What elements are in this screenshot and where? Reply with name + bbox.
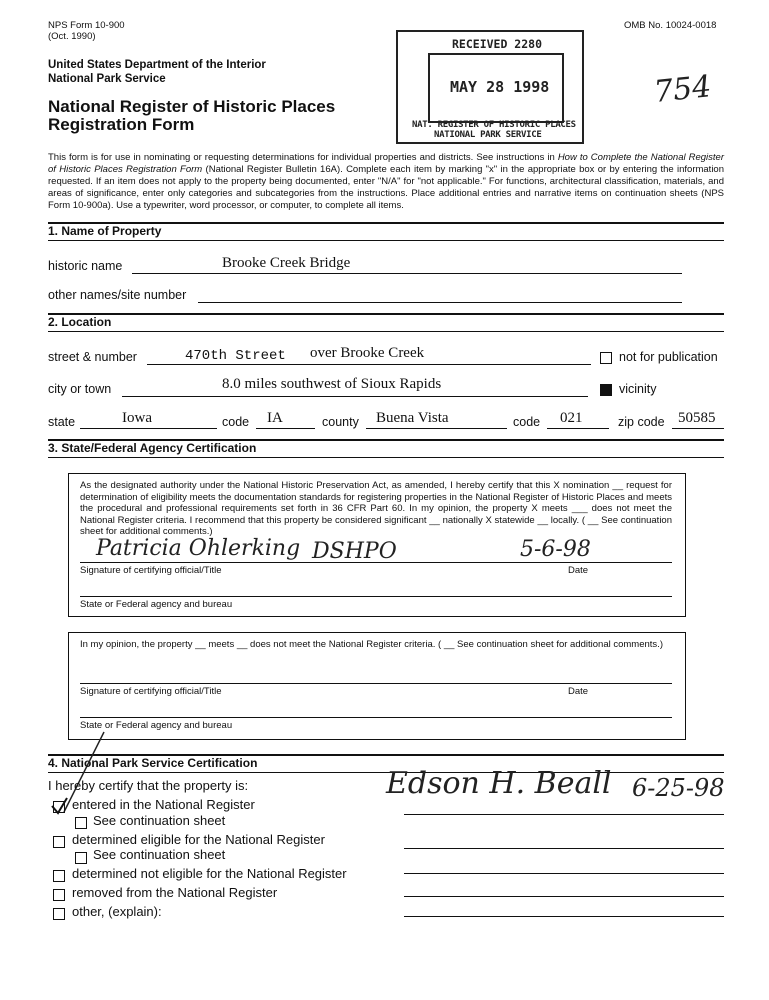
form-title <box>48 98 335 134</box>
agency-label-2: State or Federal agency and bureau <box>80 720 233 731</box>
keeper-intro: I hereby certify that the property is: <box>48 778 249 793</box>
stamp-received: RECEIVED 2280 <box>452 37 543 51</box>
option-not-eligible: determined not eligible for the National Register <box>72 866 347 881</box>
signature-line-2[interactable] <box>80 683 672 684</box>
code-label: code <box>222 415 250 429</box>
street-value-b: over Brooke Creek <box>310 345 425 361</box>
entered-continuation-checkbox[interactable] <box>75 817 87 829</box>
stamp-date: MAY 28 1998 <box>450 78 550 96</box>
instructions-title: How to Complete the National Register of Historic Places Registration Form <box>48 152 725 175</box>
other-line[interactable] <box>404 916 724 917</box>
not-eligible-line[interactable] <box>404 873 724 874</box>
county-code-label: code <box>513 415 541 429</box>
certifying-date: 5-6-98 <box>520 537 591 562</box>
state-label: state <box>48 415 76 429</box>
signature-label-2: Signature of certifying official/Title <box>80 686 222 697</box>
vicinity-checkbox[interactable] <box>600 384 612 396</box>
other-names-field[interactable] <box>198 302 682 303</box>
section-underline <box>48 457 724 458</box>
state-value: Iowa <box>122 410 152 426</box>
city-field[interactable] <box>122 396 588 397</box>
county-label: county <box>322 415 359 429</box>
eligible-continuation-checkbox[interactable] <box>75 852 87 864</box>
agency-line-2[interactable] <box>80 717 672 718</box>
county-code-value: 021 <box>560 410 583 426</box>
option-entered-continuation: See continuation sheet <box>93 813 226 828</box>
county-value: Buena Vista <box>376 410 449 426</box>
removed-line[interactable] <box>404 896 724 897</box>
state-certification-text: As the designated authority under the National Historic Preservation Act, as amended, I hereby certify that this X nomination __ request for determination of eligibility meets the documentation standards for registering properties in the National Register of Historic Places and meets the procedural and professional requirements set forth in 36 CFR Part 60. In my opinion, the property X meets ___ does not meet the National Register criteria. I recommend that this property be considered significant __ nationally X statewide __ locally. ( __ See continuation sheet for additional comments.) <box>80 480 672 537</box>
removed-checkbox[interactable] <box>53 889 65 901</box>
form-date: (Oct. 1990) <box>48 31 96 42</box>
entered-check-mark <box>49 796 69 816</box>
county-code-field[interactable] <box>547 428 609 429</box>
signature-label: Signature of certifying official/Title <box>80 565 222 576</box>
stamp-line2: NATIONAL PARK SERVICE <box>434 130 542 140</box>
street-label: street & number <box>48 350 137 364</box>
street-value-a: 470th Street <box>185 348 286 364</box>
agency-label: State or Federal agency and bureau <box>80 599 233 610</box>
city-label: city or town <box>48 382 112 396</box>
section-underline <box>48 331 724 332</box>
eligible-line[interactable] <box>404 848 724 849</box>
date-label: Date <box>568 565 589 576</box>
section1-heading: 1. Name of Property <box>48 224 162 238</box>
form-number-block <box>48 20 125 42</box>
handwritten-number: 754 <box>652 69 713 110</box>
not-for-publication-checkbox[interactable] <box>600 352 612 364</box>
zip-field[interactable] <box>672 428 724 429</box>
instructions-paragraph <box>48 152 724 212</box>
eligible-checkbox[interactable] <box>53 836 65 848</box>
option-other: other, (explain): <box>72 904 162 919</box>
agency-line[interactable] <box>80 596 672 597</box>
section2-heading: 2. Location <box>48 315 112 329</box>
keeper-signature: Edson H. Beall <box>386 766 612 801</box>
state-field[interactable] <box>80 428 217 429</box>
instructions-text-a: This form is for use in nominating or requesting determinations for individual properties and districts. See instructions in <box>48 152 558 163</box>
not-eligible-checkbox[interactable] <box>53 870 65 882</box>
not-for-publication-label: not for publication <box>619 350 718 364</box>
street-field[interactable] <box>147 364 591 365</box>
option-removed: removed from the National Register <box>72 885 278 900</box>
state-code-field[interactable] <box>256 428 315 429</box>
date-label-2: Date <box>568 686 589 697</box>
keeper-date: 6-25-98 <box>632 774 725 802</box>
section-rule <box>48 313 724 315</box>
historic-name-label: historic name <box>48 259 123 273</box>
stamp-line1: NAT. REGISTER OF HISTORIC PLACES <box>412 120 576 130</box>
department-block <box>48 58 266 86</box>
service-name: National Park Service <box>48 73 166 85</box>
option-eligible: determined eligible for the National Register <box>72 832 325 847</box>
option-entered: entered in the National Register <box>72 797 255 812</box>
section3-heading: 3. State/Federal Agency Certification <box>48 441 257 455</box>
signature-line[interactable] <box>80 562 672 563</box>
keeper-signature-line[interactable] <box>404 814 724 815</box>
historic-name-value: Brooke Creek Bridge <box>222 255 351 271</box>
form-number: NPS Form 10-900 <box>48 20 125 31</box>
omb-number: OMB No. 10024-0018 <box>624 20 717 31</box>
form-title-line2: Registration Form <box>48 115 195 134</box>
section-underline <box>48 240 724 241</box>
opinion-text: In my opinion, the property __ meets __ does not meet the National Register criteria. ( __ See continuation sheet for additional comments.) <box>80 639 663 650</box>
form-title-line1: National Register of Historic Places <box>48 97 336 116</box>
instructions-text-b: (National Register Bulletin 16A). Complete each item by marking "x" in the appropriate box or by entering the information requested. If an item does not apply to the property being documented, enter "N/A" for "not applicable." For functions, architectural classification, materials, and areas of significance, enter only categories and subcategories from the instructions. Place additional entries and narrative items on continuation sheets (NPS Form 10-900a). Use a typewriter, word processor, or computer, to complete all items. <box>48 164 724 211</box>
department-name: United States Department of the Interior <box>48 59 266 71</box>
vicinity-label: vicinity <box>619 382 657 396</box>
zip-label: zip code <box>618 415 665 429</box>
city-value: 8.0 miles southwest of Sioux Rapids <box>222 376 442 392</box>
other-checkbox[interactable] <box>53 908 65 920</box>
other-names-label: other names/site number <box>48 288 187 302</box>
county-field[interactable] <box>366 428 507 429</box>
section4-heading: 4. National Park Service Certification <box>48 756 258 770</box>
option-eligible-continuation: See continuation sheet <box>93 847 226 862</box>
certifying-signature: Patricia Ohlerking <box>96 536 301 561</box>
zip-value: 50585 <box>678 410 716 426</box>
state-code-value: IA <box>267 410 283 426</box>
certifying-title: DSHPO <box>312 539 397 564</box>
historic-name-field[interactable] <box>132 273 682 274</box>
